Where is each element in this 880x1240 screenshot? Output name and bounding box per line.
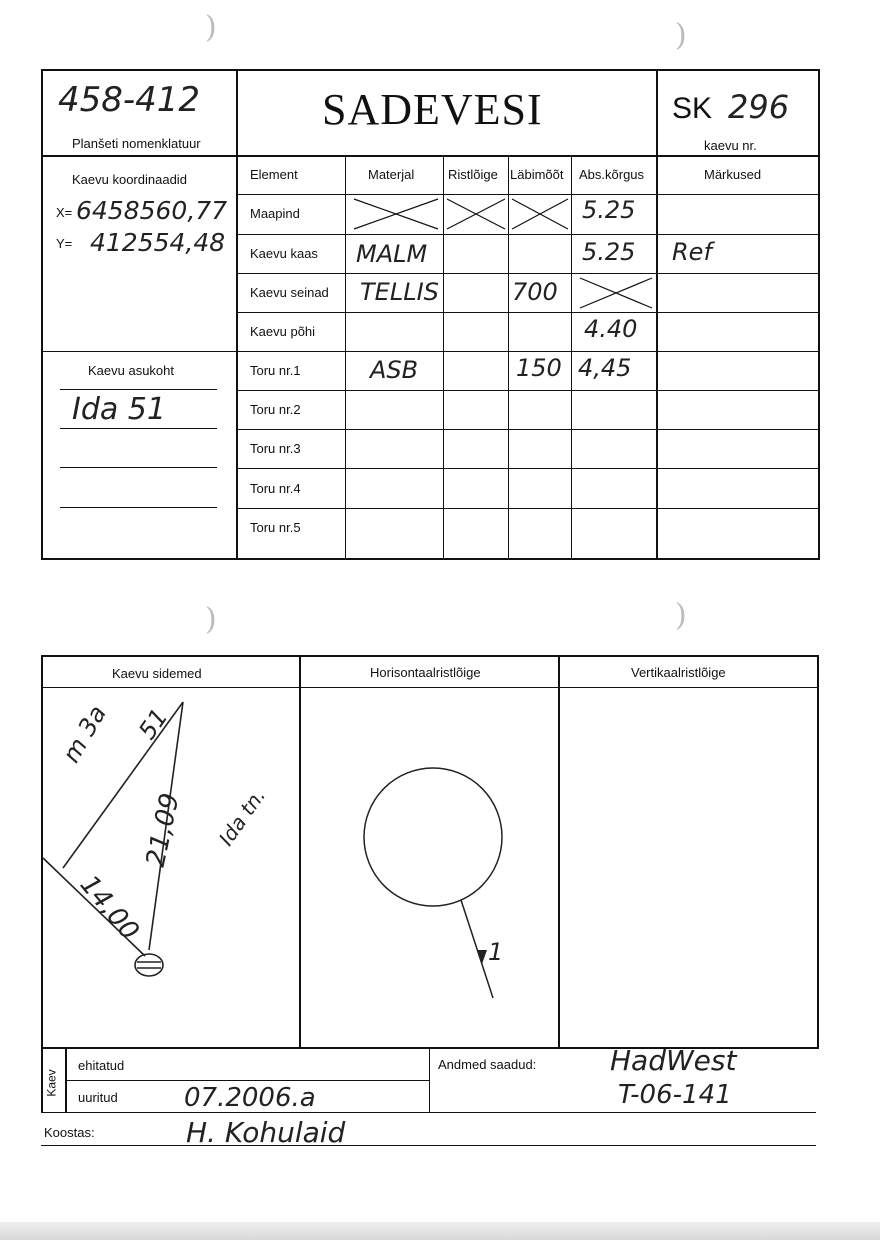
row-element-label: Toru nr.3 [250,441,301,456]
header-abs-height: Abs.kõrgus [579,167,645,182]
x-label: X= [56,205,73,220]
data-source-value: HadWest [610,1044,737,1077]
col-connections-label: Kaevu sidemed [112,666,202,681]
col-vertical-label: Vertikaalristlõige [631,665,726,680]
data-source-code: T-06-141 [618,1080,732,1110]
header-material: Materjal [368,167,415,182]
crossed-cell-seinad-height [572,274,656,312]
surveyed-value: 07.2006.a [184,1083,316,1113]
sketch-label: m 3a [57,700,112,768]
built-label: ehitatud [78,1058,125,1073]
pipe-label: 1 [488,938,504,966]
cell-height: 4,45 [578,354,632,382]
header-element: Element [250,167,298,182]
sketch-street-label: Ida tn. [213,783,271,851]
cell-material: MALM [356,240,428,268]
cell-height: 5.25 [582,238,636,266]
compiled-by-value: H. Kohulaid [186,1116,346,1149]
cell-diameter: 700 [512,278,558,306]
row-element-label: Toru nr.4 [250,481,301,496]
sketch-distance: 14,00 [73,869,145,947]
form-title: SADEVESI [322,85,543,134]
row-element-label: Kaevu põhi [250,324,316,339]
data-source-label: Andmed saadud: [438,1057,537,1072]
cell-material: TELLIS [360,278,439,306]
coords-label: Kaevu koordinaadid [72,172,187,187]
cell-material: ASB [370,356,419,384]
cell-diameter: 150 [516,354,562,382]
row-element-label: Toru nr.5 [250,520,301,535]
nomenclature-value: 458-412 [58,80,201,120]
surveyed-label: uuritud [78,1090,118,1105]
cell-height: 4.40 [584,315,638,343]
crossed-cells-maapind [346,195,572,235]
x-value: 6458560,77 [76,196,228,225]
well-label: kaevu nr. [704,138,757,153]
y-value: 412554,48 [90,228,226,257]
row-element-label: Kaevu seinad [250,285,329,300]
location-label: Kaevu asukoht [88,363,175,378]
location-value: Ida 51 [72,392,166,427]
row-element-label: Kaevu kaas [250,246,318,261]
header-cross-section: Ristlõige [448,167,498,182]
row-element-label: Toru nr.1 [250,363,301,378]
kaev-label: Kaev [44,1069,59,1097]
header-notes: Märkused [704,167,762,182]
scan-edge [0,1222,880,1240]
horizontal-section-drawing [301,688,558,1047]
nomenclature-label: Planšeti nomenklatuur [72,136,201,151]
well-number: 296 [728,88,790,126]
cell-notes: Ref [672,238,712,266]
punch-mark: ) [205,10,217,45]
well-prefix: SK [672,92,713,125]
y-label: Y= [56,236,73,251]
punch-mark: ) [675,598,687,633]
header-diameter: Läbimõõt [510,167,564,182]
punch-mark: ) [205,602,217,637]
row-element-label: Toru nr.2 [250,402,301,417]
row-element-label: Maapind [250,206,300,221]
compiled-by-label: Koostas: [44,1125,95,1140]
sketch-distance: 21,09 [140,790,186,870]
cell-height: 5.25 [582,196,636,224]
col-horizontal-label: Horisontaalristlõige [370,665,481,680]
sketch-label: 51 [133,703,174,745]
punch-mark: ) [675,18,687,53]
